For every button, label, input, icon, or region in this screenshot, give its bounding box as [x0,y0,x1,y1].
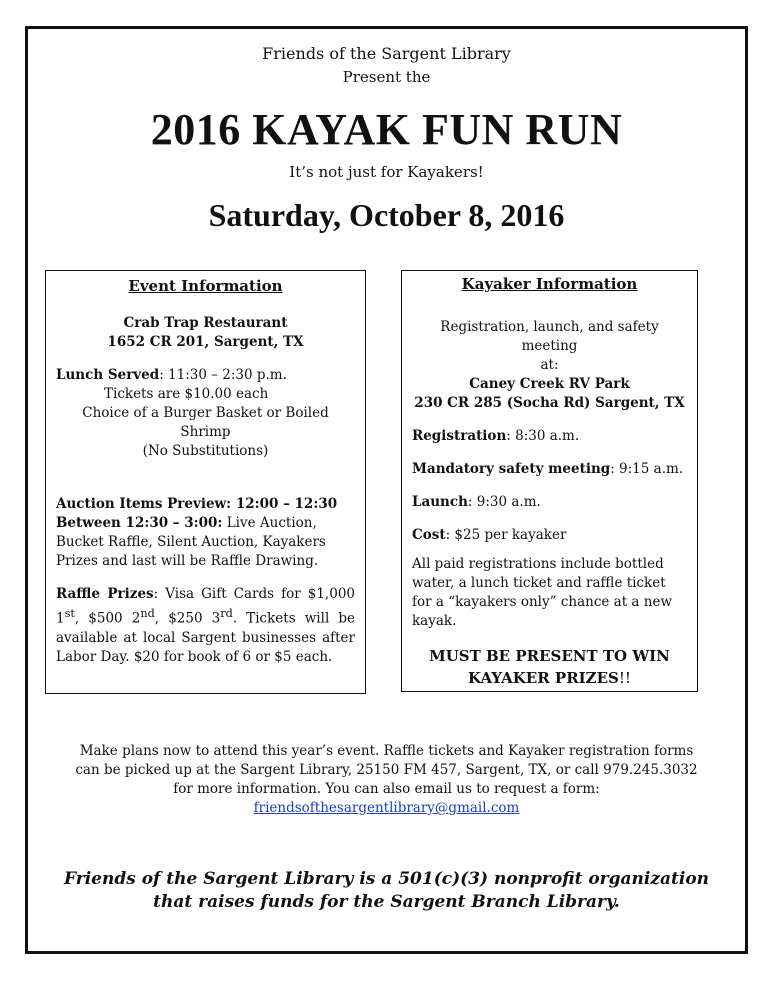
safety-label: Mandatory safety meeting [412,461,611,477]
raffle-sup-3: rd [220,607,233,620]
registration-time: : 8:30 a.m. [506,428,580,444]
email-link[interactable]: friendsofthesargentlibrary@gmail.com [253,800,520,816]
raffle-sup-2: nd [140,607,155,620]
event-date: Saturday, October 8, 2016 [208,197,565,233]
kayaker-information-box [401,270,698,692]
must-be-present-line-1: MUST BE PRESENT TO WIN [429,647,670,665]
footer-info [70,742,703,818]
exclamation: !! [618,669,631,687]
launch-line [412,493,687,512]
raffle-text-4: . Tickets will be available at local Sargent businesses after Labor Day. $20 for book of 6 or $5 each. [56,610,355,665]
safety-time: : 9:15 a.m. [610,461,684,477]
launch-label: Launch [412,494,468,510]
intro-line-2: at: [540,357,559,373]
registration-includes: All paid registrations include bottled water, a lunch ticket and raffle ticket for a “kayakers only” chance at a new kayak. [412,556,673,629]
raffle-text-2: , $500 2 [74,610,141,627]
must-be-present-line-2 [412,667,687,689]
nonprofit-statement: Friends of the Sargent Library is a 501(c)(3) nonprofit organization that raises funds for the Sargent Branch Library. [63,869,710,912]
auction-preview: Auction Items Preview: 12:00 – 12:30 [56,496,338,512]
no-substitutions: (No Substitutions) [142,443,269,459]
registration-label: Registration [412,428,507,444]
raffle-text-3: , $250 3 [154,610,221,627]
between-text: Live Auction, Bucket Raffle, Silent Auction, Kayakers Prizes and last will be Raffle Drawing. [56,515,326,569]
kayaker-information-heading: Kayaker Information [461,275,638,293]
park-name: Caney Creek RV Park [469,376,630,392]
registration-line [412,427,687,446]
event-information-box [45,270,366,694]
event-information-heading: Event Information [128,277,283,295]
park-address: 230 CR 285 (Socha Rd) Sargent, TX [414,395,685,411]
present-line: Present the [342,68,431,86]
raffle-prizes [56,585,355,667]
cost-line [412,526,687,545]
cost-value: : $25 per kayaker [445,527,567,543]
venue-address: 1652 CR 201, Sargent, TX [107,334,304,350]
meal-choice: Choice of a Burger Basket or Boiled Shrimp [82,405,329,440]
tagline: It’s not just for Kayakers! [289,163,484,181]
lunch-label: Lunch Served [56,367,160,383]
between-label: Between 12:30 – 3:00: [56,515,223,531]
raffle-label: Raffle Prizes [56,586,154,602]
auction-schedule [56,514,355,571]
kayaker-prizes: KAYAKER PRIZES [468,669,619,687]
lunch-line [56,366,355,385]
intro-line-1: Registration, launch, and safety meeting [440,319,659,354]
raffle-text-1: : Visa Gift Cards for $1,000 1 [56,586,355,627]
footer-text: Make plans now to attend this year’s event. Raffle tickets and Kayaker registration forms can be picked up at the Sargent Library, 25150 FM 457, Sargent, TX, or call 979.245.3032 for more information. You can also email us to request a form: [75,743,698,797]
safety-meeting-line [412,460,687,479]
presenter-line: Friends of the Sargent Library [262,44,511,63]
launch-time: : 9:30 a.m. [467,494,541,510]
venue-name: Crab Trap Restaurant [123,315,288,331]
raffle-sup-1: st [64,607,75,620]
tickets-price: Tickets are $10.00 each [104,386,269,402]
cost-label: Cost [412,527,446,543]
lunch-time: : 11:30 – 2:30 p.m. [159,367,287,383]
event-title: 2016 KAYAK FUN RUN [150,105,623,154]
